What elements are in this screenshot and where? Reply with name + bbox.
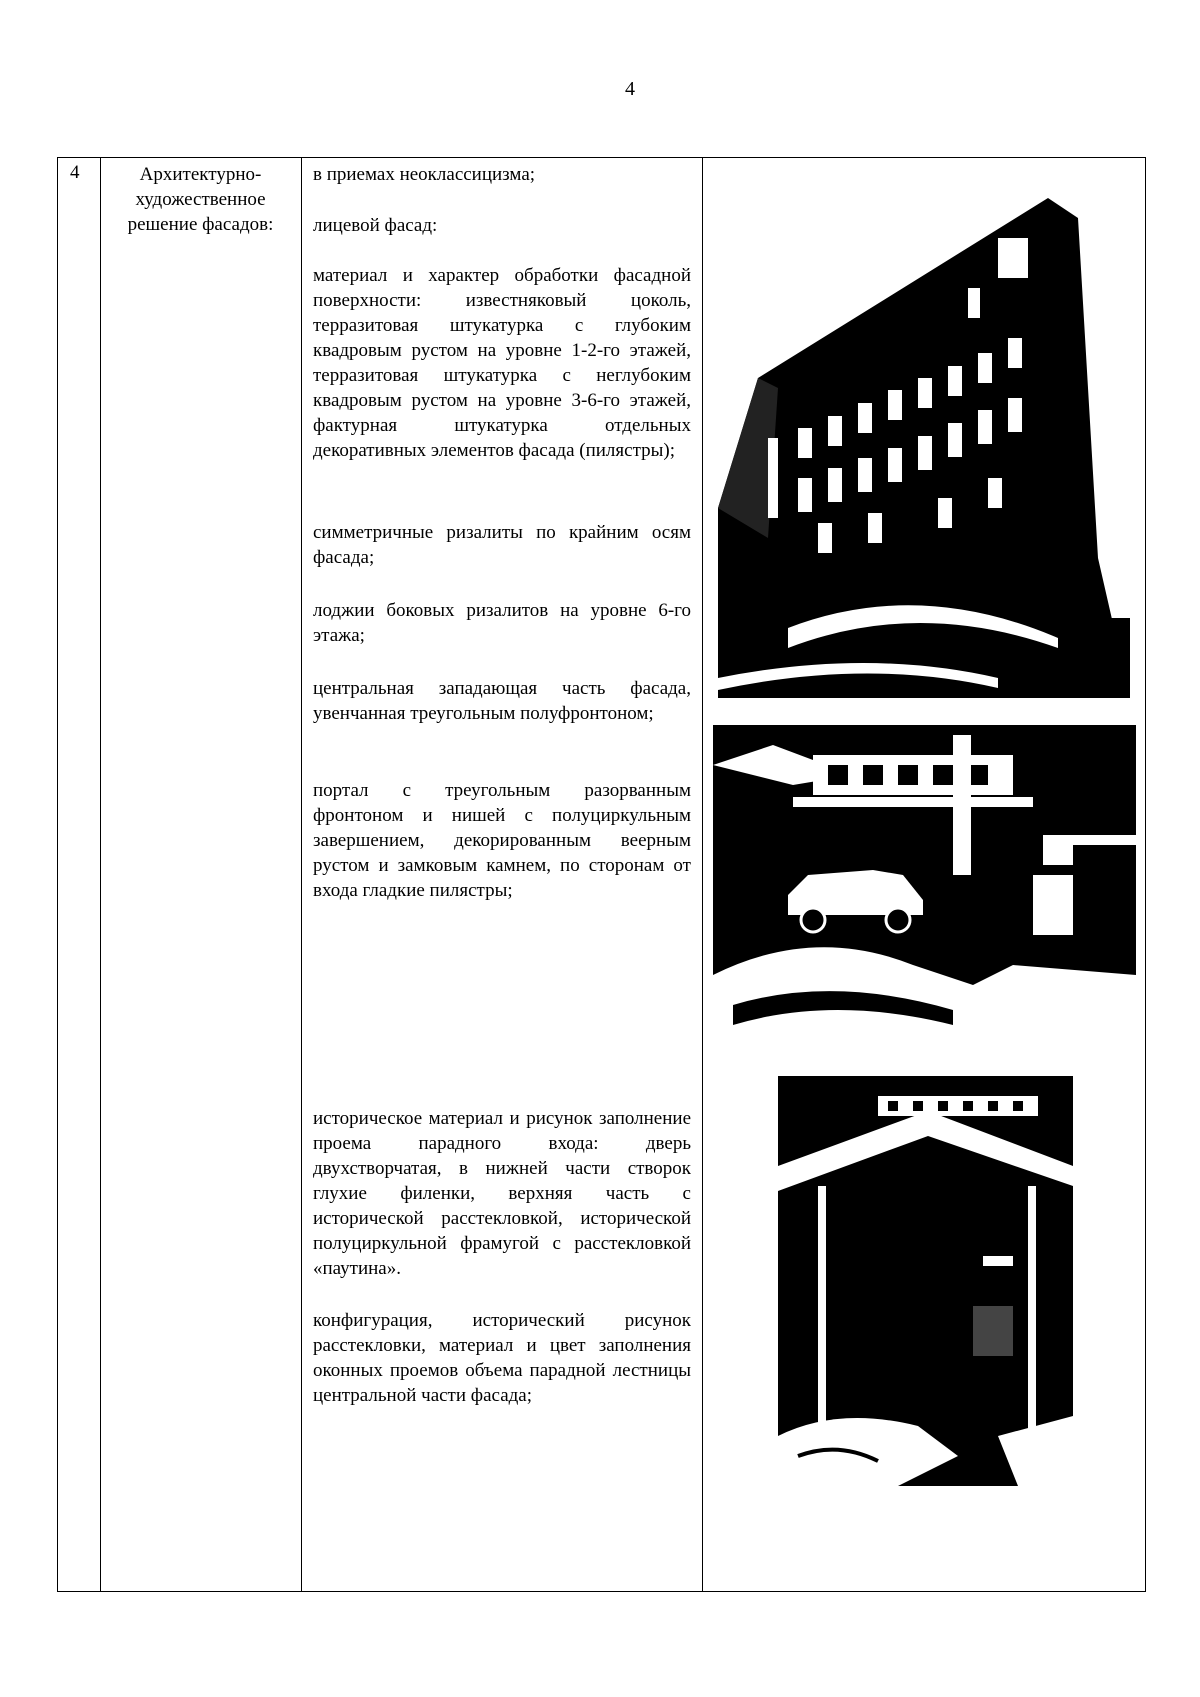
facade-photo	[718, 178, 1130, 698]
portal-photo	[713, 725, 1136, 1043]
row-number: 4	[70, 162, 80, 183]
description-paragraph: историческое материал и рисунок заполнение проема парадного входа: дверь двухстворчатая, в нижней части створок глухие филенки, верхняя часть с исторической расстекловкой, исторической полуциркульной фрамугой с расстекловкой «паутина».	[313, 1108, 691, 1279]
facade-photo-image	[718, 178, 1130, 698]
column-divider	[702, 158, 703, 1591]
description-paragraph: центральная западающая часть фасада, увенчанная треугольным полуфронтоном;	[313, 678, 691, 724]
description-paragraph: материал и характер обработки фасадной поверхности: известняковый цоколь, терразитовая штукатурка с глубоким квадровым рустом на уровне 1-2-го этажей, терразитовая штукатурка с неглубоким квадровым рустом на уровне 3-6-го этажей, фактурная штукатурка отдельных декоративных элементов фасада (пилястры);	[313, 265, 691, 461]
description-paragraph: лицевой фасад:	[313, 215, 438, 236]
facade-table	[57, 157, 1146, 1592]
entrance-photo	[778, 1076, 1073, 1486]
column-divider	[301, 158, 302, 1591]
row-title-line: Архитектурно-	[139, 164, 262, 185]
row-title-line: художественное	[135, 189, 266, 210]
page-number: 4	[625, 78, 635, 100]
description-paragraph: лоджии боковых ризалитов на уровне 6-го этажа;	[313, 600, 691, 646]
row-title-line: решение фасадов:	[127, 214, 274, 235]
description-paragraph: портал с треугольным разорванным фронтоном и нишей с полуциркульным завершением, декорированным веерным рустом и замковым камнем, по сторонам от входа гладкие пилястры;	[313, 780, 691, 901]
entrance-photo-image	[778, 1076, 1073, 1486]
row-title	[103, 162, 298, 237]
description-paragraph: в приемах неоклассицизма;	[313, 164, 536, 185]
column-divider	[100, 158, 101, 1591]
portal-photo-image	[713, 725, 1136, 1043]
description-paragraph: конфигурация, исторический рисунок расстекловки, материал и цвет заполнения оконных проемов объема парадной лестницы центральной части фасада;	[313, 1310, 691, 1406]
description-paragraph: симметричные ризалиты по крайним осям фасада;	[313, 522, 691, 568]
